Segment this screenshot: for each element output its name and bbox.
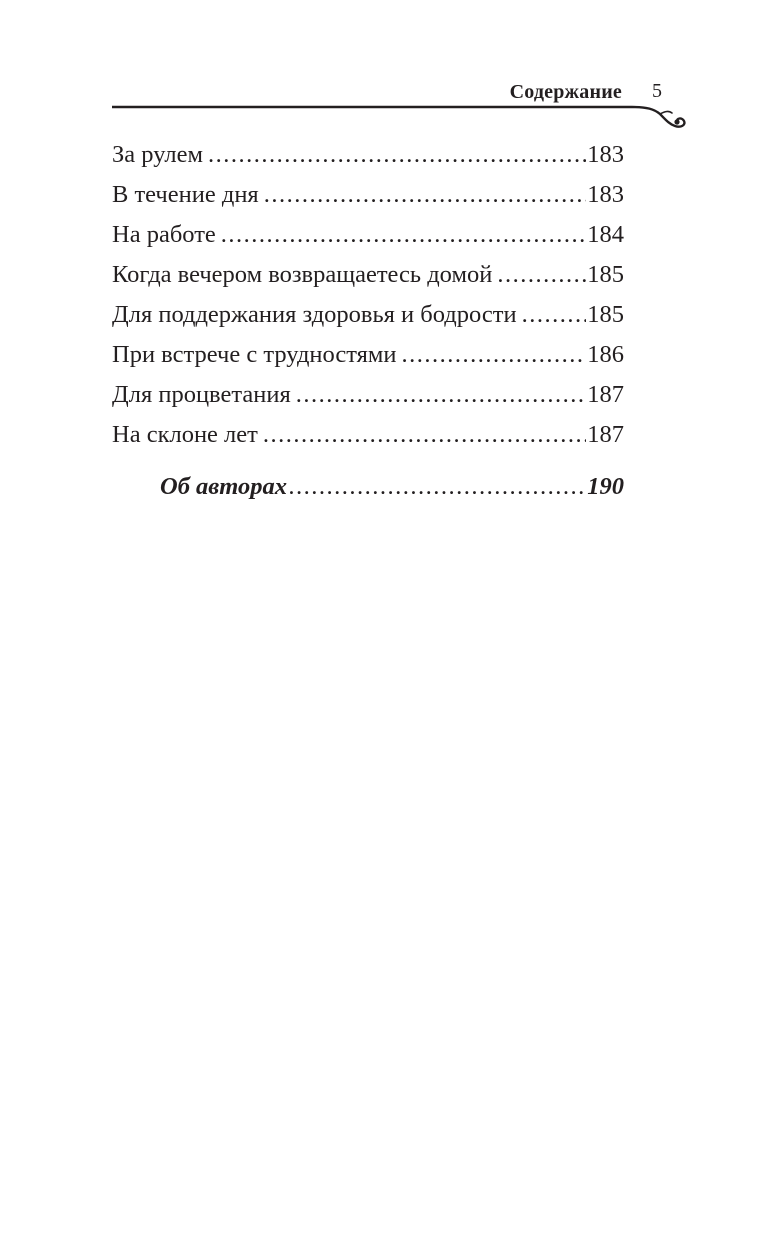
toc-entry-page: 185 bbox=[587, 261, 624, 288]
toc-entry-page: 185 bbox=[587, 301, 624, 328]
toc-entry-about-authors bbox=[112, 467, 624, 507]
toc-dot-leader bbox=[296, 375, 587, 415]
table-of-contents bbox=[112, 135, 624, 507]
toc-entry-page: 186 bbox=[587, 341, 624, 368]
toc-entry-title: При встрече с трудностями bbox=[112, 341, 397, 368]
toc-entry bbox=[112, 375, 624, 415]
toc-dot-leader bbox=[264, 175, 587, 215]
toc-entry-title: Об авторах bbox=[160, 473, 287, 500]
toc-entry-title: На склоне лет bbox=[112, 421, 258, 448]
toc-entry-page: 190 bbox=[587, 473, 624, 500]
toc-entry bbox=[112, 295, 624, 335]
toc-entry-title: За рулем bbox=[112, 141, 203, 168]
toc-entry-title: Для поддержания здоровья и бодрости bbox=[112, 301, 517, 328]
toc-entry-title: Когда вечером возвращаетесь домой bbox=[112, 261, 493, 288]
toc-entry-page: 183 bbox=[587, 181, 624, 208]
toc-entry-title: На работе bbox=[112, 221, 216, 248]
toc-entry-title: Для процветания bbox=[112, 381, 291, 408]
toc-entry-page: 187 bbox=[587, 421, 624, 448]
toc-entry bbox=[112, 335, 624, 375]
toc-entry-page: 187 bbox=[587, 381, 624, 408]
toc-entry bbox=[112, 415, 624, 455]
toc-dot-leader bbox=[208, 135, 586, 175]
toc-entry bbox=[112, 215, 624, 255]
page-number: 5 bbox=[652, 80, 662, 102]
toc-dot-leader bbox=[497, 255, 586, 295]
toc-dot-leader bbox=[402, 335, 587, 375]
toc-entry bbox=[112, 135, 624, 175]
toc-entry-page: 184 bbox=[587, 221, 624, 248]
toc-entry bbox=[112, 175, 624, 215]
toc-dot-leader bbox=[221, 215, 586, 255]
running-head-title: Содержание bbox=[509, 81, 622, 103]
flourish-rule-icon bbox=[112, 100, 692, 140]
toc-entry bbox=[112, 255, 624, 295]
toc-dot-leader bbox=[263, 415, 586, 455]
toc-entry-title: В течение дня bbox=[112, 181, 259, 208]
toc-dot-leader bbox=[289, 467, 586, 507]
toc-dot-leader bbox=[522, 295, 587, 335]
toc-entry-page: 183 bbox=[587, 141, 624, 168]
